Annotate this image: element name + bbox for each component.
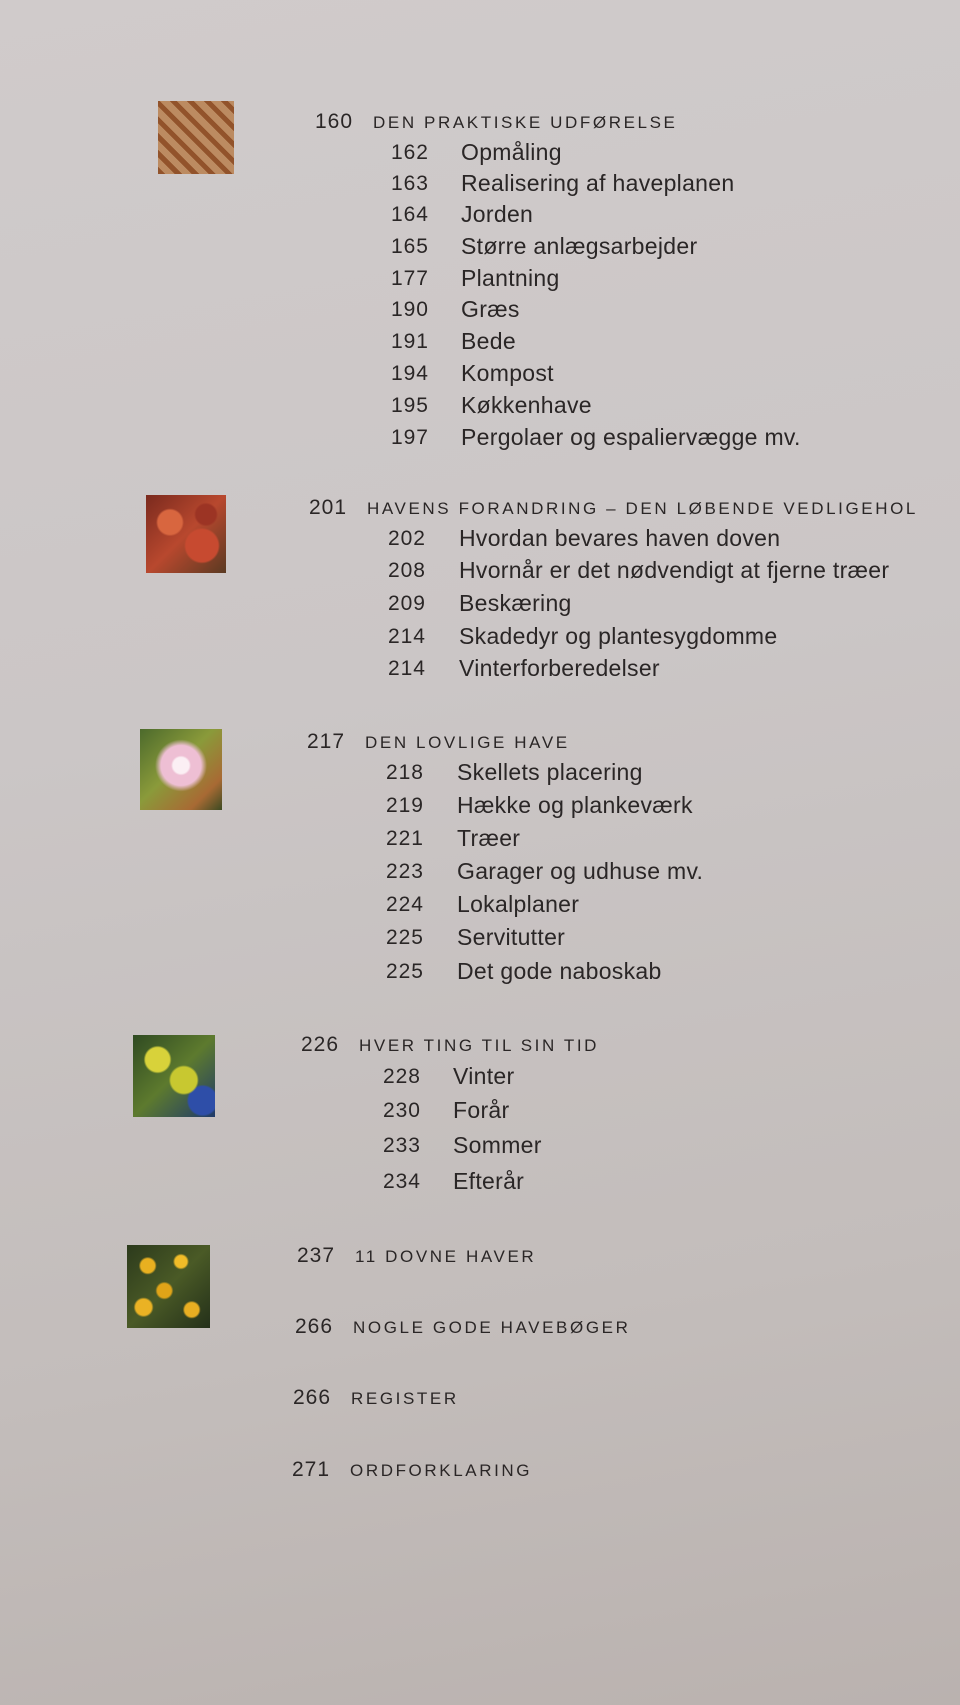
section-title: NOGLE GODE HAVEBØGER xyxy=(353,1318,631,1337)
entry-page-number: 177 xyxy=(390,267,429,290)
entry-title: Realisering af haveplanen xyxy=(461,170,735,196)
entry-page-number: 197 xyxy=(390,426,429,449)
entry-page-number: 195 xyxy=(390,394,429,417)
entry-title: Skellets placering xyxy=(457,759,643,785)
section-title: DEN PRAKTISKE UDFØRELSE xyxy=(373,113,678,132)
section-title: ORDFORKLARING xyxy=(350,1461,533,1480)
entry-page-number: 165 xyxy=(390,235,429,258)
entry-title: Græs xyxy=(461,296,520,322)
entry-page-number: 214 xyxy=(387,657,426,680)
section-page-number: 217 xyxy=(307,730,346,753)
entry-title: Lokalplaner xyxy=(457,891,580,917)
entry-title: Køkkenhave xyxy=(461,392,592,418)
section-title: REGISTER xyxy=(351,1389,459,1408)
entry-page-number: 218 xyxy=(385,761,424,784)
section-title: 11 DOVNE HAVER xyxy=(355,1247,537,1266)
entry-page-number: 224 xyxy=(385,893,424,916)
entry-title: Træer xyxy=(457,825,521,851)
entry-page-number: 164 xyxy=(390,203,429,226)
entry-page-number: 208 xyxy=(387,559,426,582)
entry-page-number: 202 xyxy=(387,527,426,550)
entry-title: Plantning xyxy=(461,265,560,291)
entry-page-number: 230 xyxy=(382,1099,421,1122)
entry-title: Det gode naboskab xyxy=(457,958,662,984)
entry-title: Vinterforberedelser xyxy=(459,655,660,681)
entry-page-number: 191 xyxy=(390,330,429,353)
entry-page-number: 225 xyxy=(385,926,424,949)
entry-title: Servitutter xyxy=(457,924,566,950)
pink-flower-thumbnail xyxy=(140,729,222,810)
entry-title: Hvornår er det nødvendigt at fjerne træer xyxy=(459,557,890,583)
entry-page-number: 194 xyxy=(390,362,429,385)
entry-title: Forår xyxy=(453,1097,510,1123)
entry-title: Jorden xyxy=(461,201,534,227)
entry-page-number: 219 xyxy=(385,794,424,817)
entry-page-number: 209 xyxy=(387,592,426,615)
entry-title: Beskæring xyxy=(459,590,572,616)
section-title: HVER TING TIL SIN TID xyxy=(359,1036,600,1055)
entry-page-number: 225 xyxy=(385,960,424,983)
entry-page-number: 162 xyxy=(390,141,429,164)
entry-title: Garager og udhuse mv. xyxy=(457,858,704,884)
entry-page-number: 214 xyxy=(387,625,426,648)
entry-page-number: 163 xyxy=(390,172,429,195)
section-page-number: 201 xyxy=(309,496,348,519)
section-page-number: 266 xyxy=(293,1386,332,1409)
entry-title: Skadedyr og plantesygdomme xyxy=(459,623,778,649)
entry-page-number: 233 xyxy=(382,1134,421,1157)
section-page-number: 160 xyxy=(315,110,354,133)
entry-page-number: 228 xyxy=(382,1065,421,1088)
section-title: DEN LOVLIGE HAVE xyxy=(365,733,570,752)
entry-title: Bede xyxy=(461,328,516,354)
entry-title: Sommer xyxy=(453,1132,542,1158)
section-page-number: 271 xyxy=(292,1458,331,1481)
paving-stones-thumbnail xyxy=(158,101,234,174)
section-page-number: 226 xyxy=(301,1033,340,1056)
entry-title: Pergolaer og espaliervægge mv. xyxy=(461,424,801,450)
entry-title: Opmåling xyxy=(461,139,562,165)
entry-title: Større anlægsarbejder xyxy=(461,233,698,259)
fruit-thumbnail xyxy=(133,1035,215,1117)
entry-title: Vinter xyxy=(453,1063,515,1089)
red-leaves-thumbnail xyxy=(146,495,226,573)
yellow-flowers-thumbnail xyxy=(127,1245,210,1328)
entry-page-number: 234 xyxy=(382,1170,421,1193)
section-title: HAVENS FORANDRING – DEN LØBENDE VEDLIGEHOL xyxy=(367,499,918,518)
entry-page-number: 221 xyxy=(385,827,424,850)
entry-title: Hække og plankeværk xyxy=(457,792,693,818)
entry-title: Kompost xyxy=(461,360,554,386)
entry-page-number: 190 xyxy=(390,298,429,321)
section-page-number: 237 xyxy=(297,1244,336,1267)
entry-title: Efterår xyxy=(453,1168,525,1194)
entry-page-number: 223 xyxy=(385,860,424,883)
section-page-number: 266 xyxy=(295,1315,334,1338)
entry-title: Hvordan bevares haven doven xyxy=(459,525,781,551)
